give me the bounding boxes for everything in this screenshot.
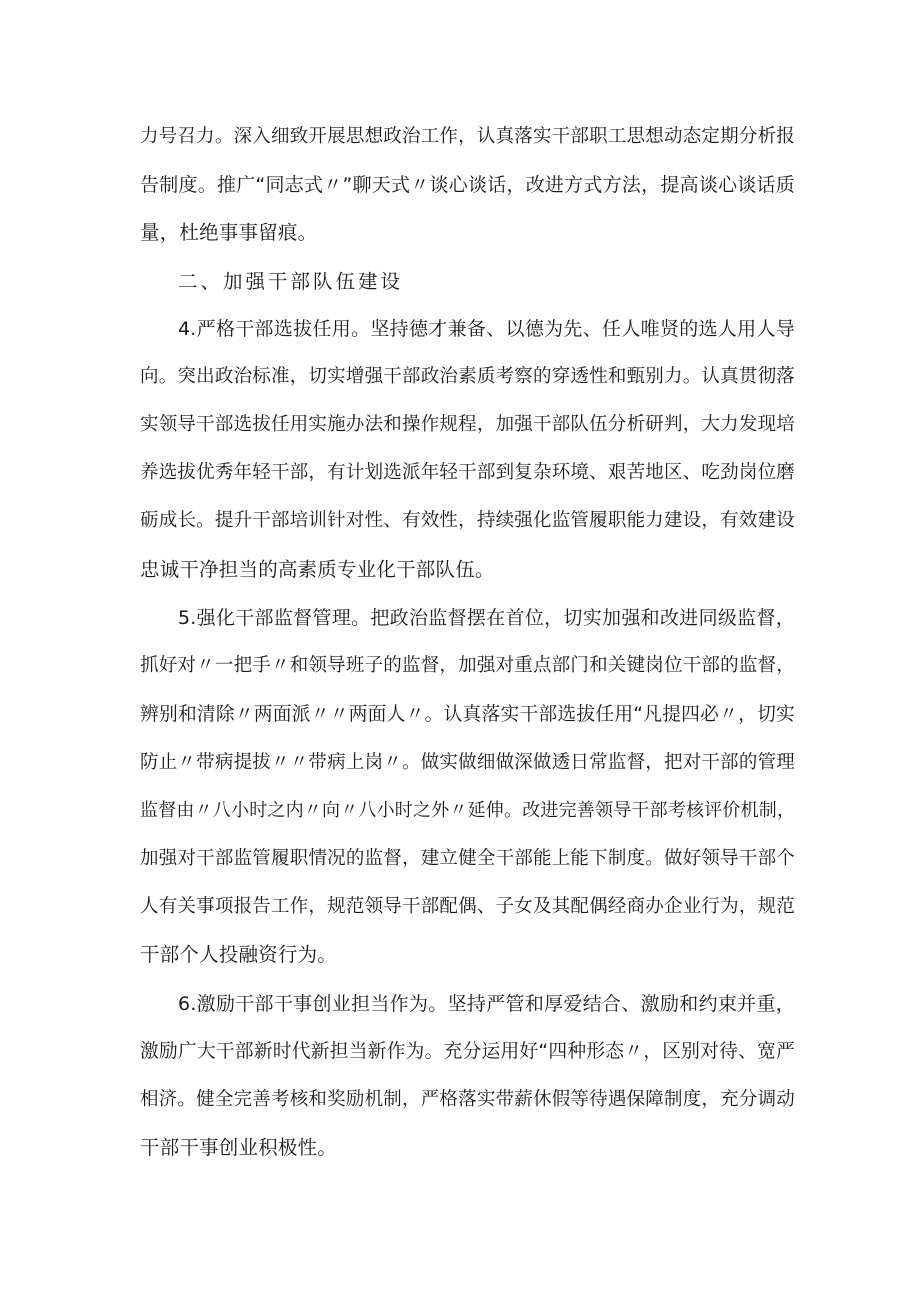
paragraph-5-line-2: 抓好对〃一把手〃和领导班子的监督，加强对重点部门和关键岗位干部的监督， — [140, 655, 795, 676]
paragraph-5-line-6: 加强对干部监管履职情况的监督，建立健全干部能上能下制度。做好领导干部个 — [140, 848, 795, 869]
paragraph-4-line-3: 实领导干部选拔任用实施办法和操作规程，加强干部队伍分析研判，大力发现培 — [140, 414, 795, 435]
paragraph-5-line-1: 5.强化干部监督管理。把政治监督摆在首位，切实加强和改进同级监督， — [178, 607, 795, 629]
intro-line-3: 量，杜绝事事留痕。 — [140, 221, 318, 244]
paragraph-6-line-3: 相济。健全完善考核和奖励机制，严格落实带薪休假等待遇保障制度，充分调动 — [140, 1089, 795, 1110]
paragraph-5-line-3: 辨别和清除〃两面派〃〃两面人〃。认真落实干部选拔任用“凡提四必〃，切实 — [140, 704, 795, 725]
paragraph-6-line-2: 激励广大干部新时代新担当新作为。充分运用好“四种形态〃，区别对待、宽严 — [140, 1041, 795, 1062]
paragraph-6-line-4: 干部干事创业积极性。 — [140, 1136, 338, 1159]
paragraph-4-line-2: 向。突出政治标准，切实增强干部政治素质考察的穿透性和甄别力。认真贯彻落 — [140, 366, 795, 387]
paragraph-4-line-5: 砺成长。提升干部培训针对性、有效性，持续强化监管履职能力建设，有效建设 — [140, 510, 795, 531]
paragraph-5-line-7: 人有关事项报告工作，规范领导干部配偶、子女及其配偶经商办企业行为，规范 — [140, 896, 795, 917]
section-heading: 二、加强干部队伍建设 — [178, 270, 404, 293]
paragraph-5-line-5: 监督由〃八小时之内〃向〃八小时之外〃延伸。改进完善领导干部考核评价机制， — [140, 800, 796, 821]
intro-line-2: 告制度。推广“同志式〃”聊天式〃谈心谈话，改进方式方法，提高谈心谈话质 — [140, 174, 795, 196]
paragraph-4-line-1: 4.严格干部选拔任用。坚持德才兼备、以德为先、任人唯贤的选人用人导 — [178, 318, 795, 340]
paragraph-6-line-1: 6.激励干部干事创业担当作为。坚持严管和厚爱结合、激励和约束并重， — [178, 993, 795, 1015]
paragraph-5-line-8: 干部个人投融资行为。 — [140, 943, 338, 966]
paragraph-4-line-4: 养选拔优秀年轻干部，有计划选派年轻干部到复杂环境、艰苦地区、吃劲岗位磨 — [140, 462, 795, 483]
paragraph-4-line-6: 忠诚干净担当的高素质专业化干部队伍。 — [140, 558, 495, 581]
intro-line-1: 力号召力。深入细致开展思想政治工作，认真落实干部职工思想动态定期分析报 — [140, 126, 795, 147]
paragraph-5-line-4: 防止〃带病提拔〃〃带病上岗〃。做实做细做深做透日常监督，把对干部的管理 — [140, 752, 795, 773]
